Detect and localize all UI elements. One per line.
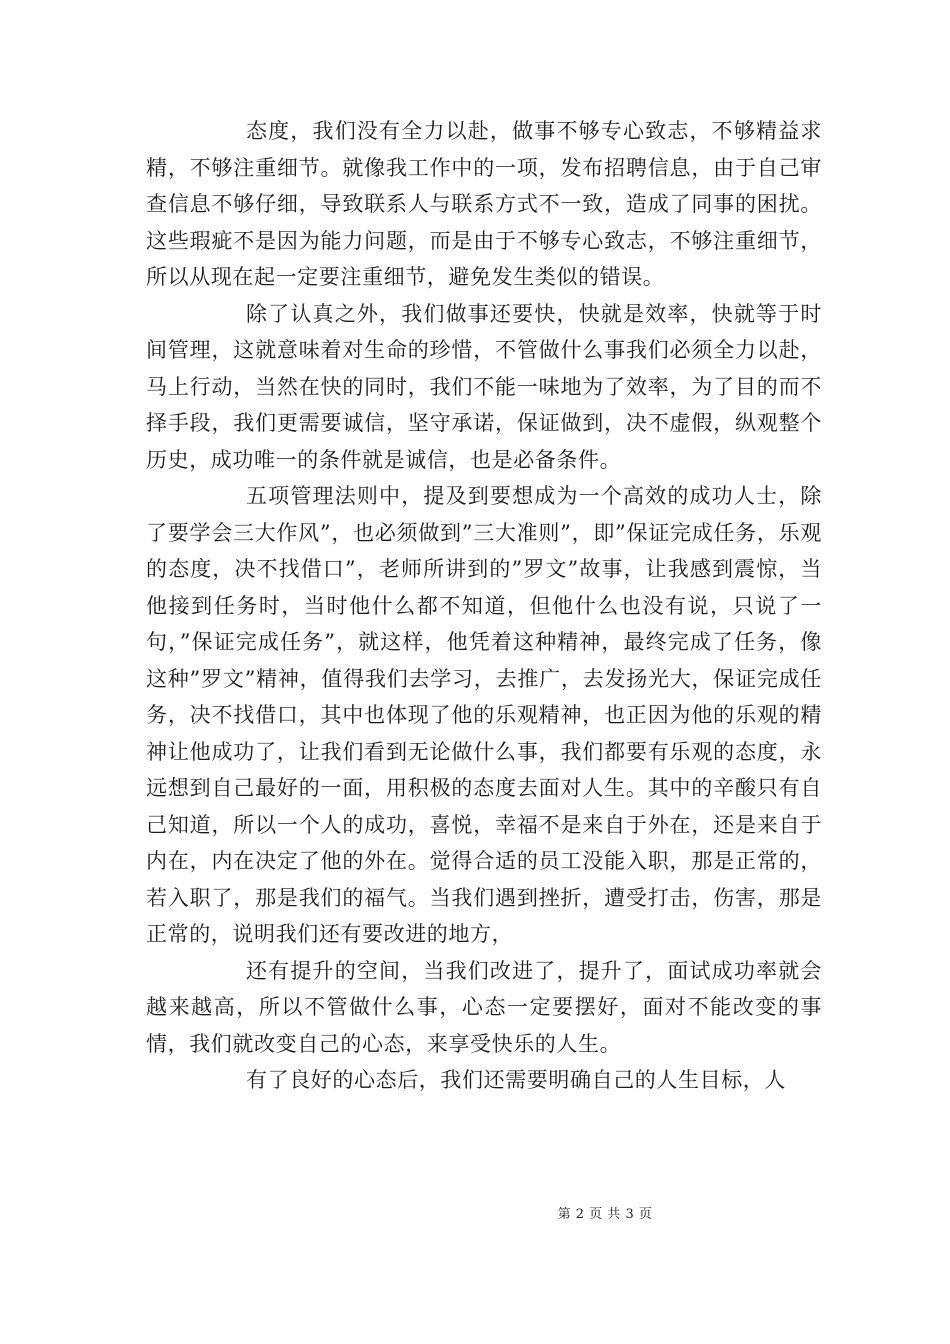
paragraph-5: 有了良好的心态后，我们还需要明确自己的人生目标，人 (246, 1068, 786, 1092)
paragraph-3: 五项管理法则中，提及到要想成为一个高效的成功人士，除了要学会三大作风”，也必须做到”三大准则”，即”保证完成任务，乐观的态度，决不找借口”，老师所讲到的”罗文”故事，让我感到震惊，当他接到任务时，当时他什么都不知道，但他什么也没有说，只说了一句，”保证完成任务”，就这样，他凭着这种精神，最终完成了任务，像这种”罗文”精神，值得我们去学习，去推广，去发扬光大，保证完成任务，决不找借口，其中也体现了他的乐观精神，也正因为他的乐观的精神让他成功了，让我们看到无论做什么事，我们都要有乐观的态度，永远想到自己最好的一面，用积极的态度去面对人生。其中的辛酸只有自己知道，所以一个人的成功，喜悦，幸福不是来自于外在，还是来自于内在，内在决定了他的外在。觉得合适的员工没能入职，那是正常的，若入职了，那是我们的福气。当我们遇到挫折，遭受打击，伤害，那是正常的，说明我们还有要改进的地方， (146, 484, 822, 946)
paragraph-4: 还有提升的空间，当我们改进了，提升了，面试成功率就会越来越高，所以不管做什么事，心态一定要摆好，面对不能改变的事情，我们就改变自己的心态，来享受快乐的人生。 (146, 958, 822, 1056)
paragraph-2: 除了认真之外，我们做事还要快，快就是效率，快就等于时间管理，这就意味着对生命的珍惜，不管做什么事我们必须全力以赴，马上行动，当然在快的同时，我们不能一味地为了效率，为了目的而不择手段，我们更需要诚信，坚守承诺，保证做到，决不虚假，纵观整个历史，成功唯一的条件就是诚信，也是必备条件。 (146, 301, 822, 472)
page-number: 第 2 页 共 3 页 (557, 1207, 653, 1222)
paragraph-1: 态度，我们没有全力以赴，做事不够专心致志，不够精益求精，不够注重细节。就像我工作中的一项，发布招聘信息，由于自己审查信息不够仔细，导致联系人与联系方式不一致，造成了同事的困扰。这些瑕疵不是因为能力问题，而是由于不够专心致志，不够注重细节，所以从现在起一定要注重细节，避免发生类似的错误。 (146, 119, 822, 289)
page-footer (0, 1203, 950, 1222)
document-body (146, 113, 822, 1099)
